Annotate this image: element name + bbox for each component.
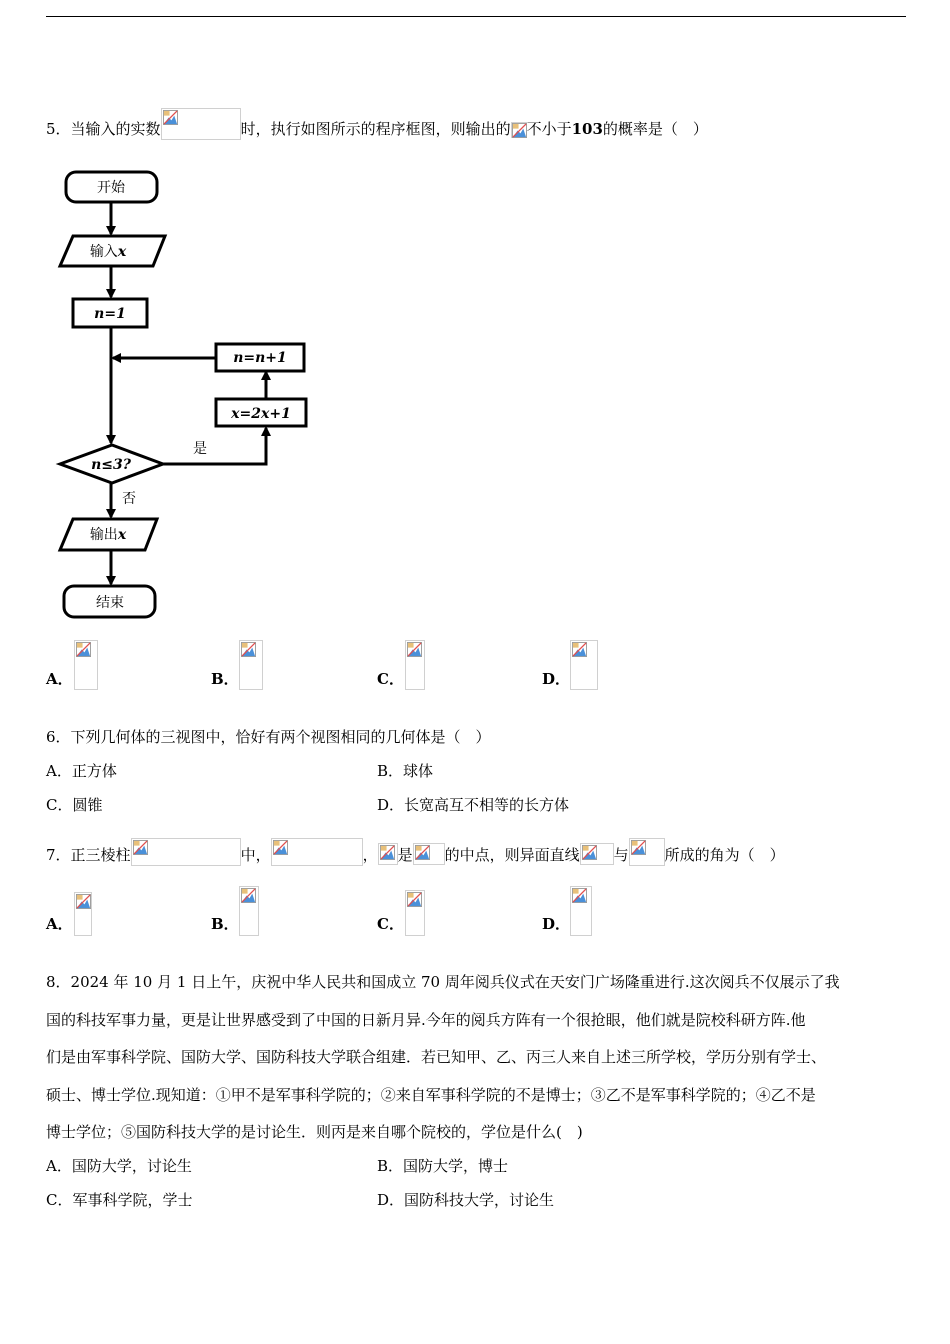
broken-image-icon bbox=[76, 894, 91, 909]
q6-option-d: D．长宽高互不相等的长方体 bbox=[377, 796, 570, 814]
flow-input-label: 输入x bbox=[89, 244, 127, 260]
flow-end-label: 结束 bbox=[96, 595, 124, 611]
formula-image bbox=[131, 838, 241, 866]
broken-image-icon bbox=[572, 642, 587, 657]
formula-image bbox=[161, 108, 241, 140]
option-image bbox=[239, 886, 259, 936]
formula-image bbox=[580, 843, 614, 865]
broken-image-icon bbox=[407, 892, 422, 907]
option-image bbox=[74, 892, 92, 936]
q6-option-c: C．圆锥 bbox=[46, 796, 103, 814]
formula-image bbox=[629, 838, 665, 866]
flow-cond-label: n≤3? bbox=[91, 457, 131, 473]
flow-init-label: n=1 bbox=[94, 306, 126, 322]
broken-image-icon bbox=[133, 840, 148, 855]
broken-image-icon bbox=[380, 845, 395, 860]
option-image bbox=[405, 890, 425, 936]
q8-paragraph-line: 硕士、博士学位.现知道：①甲不是军事科学院的；②来自军事科学院的不是博士；③乙不是军事科学院的；④乙不是 bbox=[46, 1086, 816, 1104]
q7-option-c: C． bbox=[377, 915, 404, 933]
flow-yes-label: 是 bbox=[193, 441, 207, 457]
q8-paragraph-line: 博士学位；⑤国防科技大学的是讨论生．则丙是来自哪个院校的，学位是什么( ) bbox=[46, 1123, 583, 1141]
q5-option-c: C． bbox=[377, 670, 404, 688]
formula-image bbox=[413, 843, 445, 865]
broken-image-icon bbox=[631, 840, 646, 855]
flow-no-label: 否 bbox=[122, 491, 136, 507]
broken-image-icon bbox=[241, 642, 256, 657]
flow-update-label: x=2x+1 bbox=[231, 406, 291, 422]
option-image bbox=[239, 640, 263, 690]
flow-inc-label: n=n+1 bbox=[233, 350, 287, 366]
flow-output-label: 输出x bbox=[89, 527, 127, 543]
formula-image bbox=[378, 843, 398, 865]
option-image bbox=[570, 640, 598, 690]
q7-option-d: D． bbox=[542, 915, 571, 933]
formula-image bbox=[271, 838, 363, 866]
broken-image-icon bbox=[415, 845, 430, 860]
option-image bbox=[74, 640, 98, 690]
q5-option-b: B． bbox=[211, 670, 239, 688]
q7-stem: 7．正三棱柱 中， ， 是 的中点，则异面直线 与 所成的角为（ ） bbox=[46, 842, 785, 870]
q8-paragraph-line: 8．2024 年 10 月 1 日上午，庆祝中华人民共和国成立 70 周年阅兵仪式在天安门广场隆重进行.这次阅兵不仅展示了我 bbox=[46, 973, 840, 991]
top-rule bbox=[46, 16, 906, 17]
q8-paragraph-line: 国的科技军事力量，更是让世界感受到了中国的日新月异.今年的阅兵方阵有一个很抢眼，他们就是院校科研方阵.他 bbox=[46, 1011, 806, 1029]
broken-image-icon bbox=[273, 840, 288, 855]
flow-start-label: 开始 bbox=[97, 180, 125, 196]
broken-image-icon bbox=[572, 888, 587, 903]
broken-image-icon bbox=[582, 845, 597, 860]
formula-image bbox=[511, 122, 527, 138]
broken-image-icon bbox=[241, 888, 256, 903]
option-image bbox=[405, 640, 425, 690]
q8-option-c: C．军事科学院，学士 bbox=[46, 1191, 193, 1209]
broken-image-icon bbox=[512, 123, 527, 138]
q5-option-a: A． bbox=[46, 670, 73, 688]
q6-stem: 6．下列几何体的三视图中，恰好有两个视图相同的几何体是（ ） bbox=[46, 728, 491, 746]
q8-option-a: A．国防大学，讨论生 bbox=[46, 1157, 192, 1175]
broken-image-icon bbox=[407, 642, 422, 657]
q8-option-b: B．国防大学，博士 bbox=[377, 1157, 509, 1175]
broken-image-icon bbox=[76, 642, 91, 657]
broken-image-icon bbox=[163, 110, 178, 125]
q6-option-b: B．球体 bbox=[377, 762, 434, 780]
q7-option-a: A． bbox=[46, 915, 73, 933]
q8-paragraph-line: 们是由军事科学院、国防大学、国防科技大学联合组建．若已知甲、乙、丙三人来自上述三所学校，学历分别有学士、 bbox=[46, 1048, 827, 1066]
q6-option-a: A．正方体 bbox=[46, 762, 117, 780]
q5-option-d: D． bbox=[542, 670, 571, 688]
q5-stem: 5．当输入的实数 时，执行如图所示的程序框图，则输出的 不小于103的概率是（ ） bbox=[46, 114, 708, 146]
q8-option-d: D．国防科技大学，讨论生 bbox=[377, 1191, 555, 1209]
flowchart bbox=[0, 160, 330, 630]
option-image bbox=[570, 886, 592, 936]
q7-option-b: B． bbox=[211, 915, 239, 933]
